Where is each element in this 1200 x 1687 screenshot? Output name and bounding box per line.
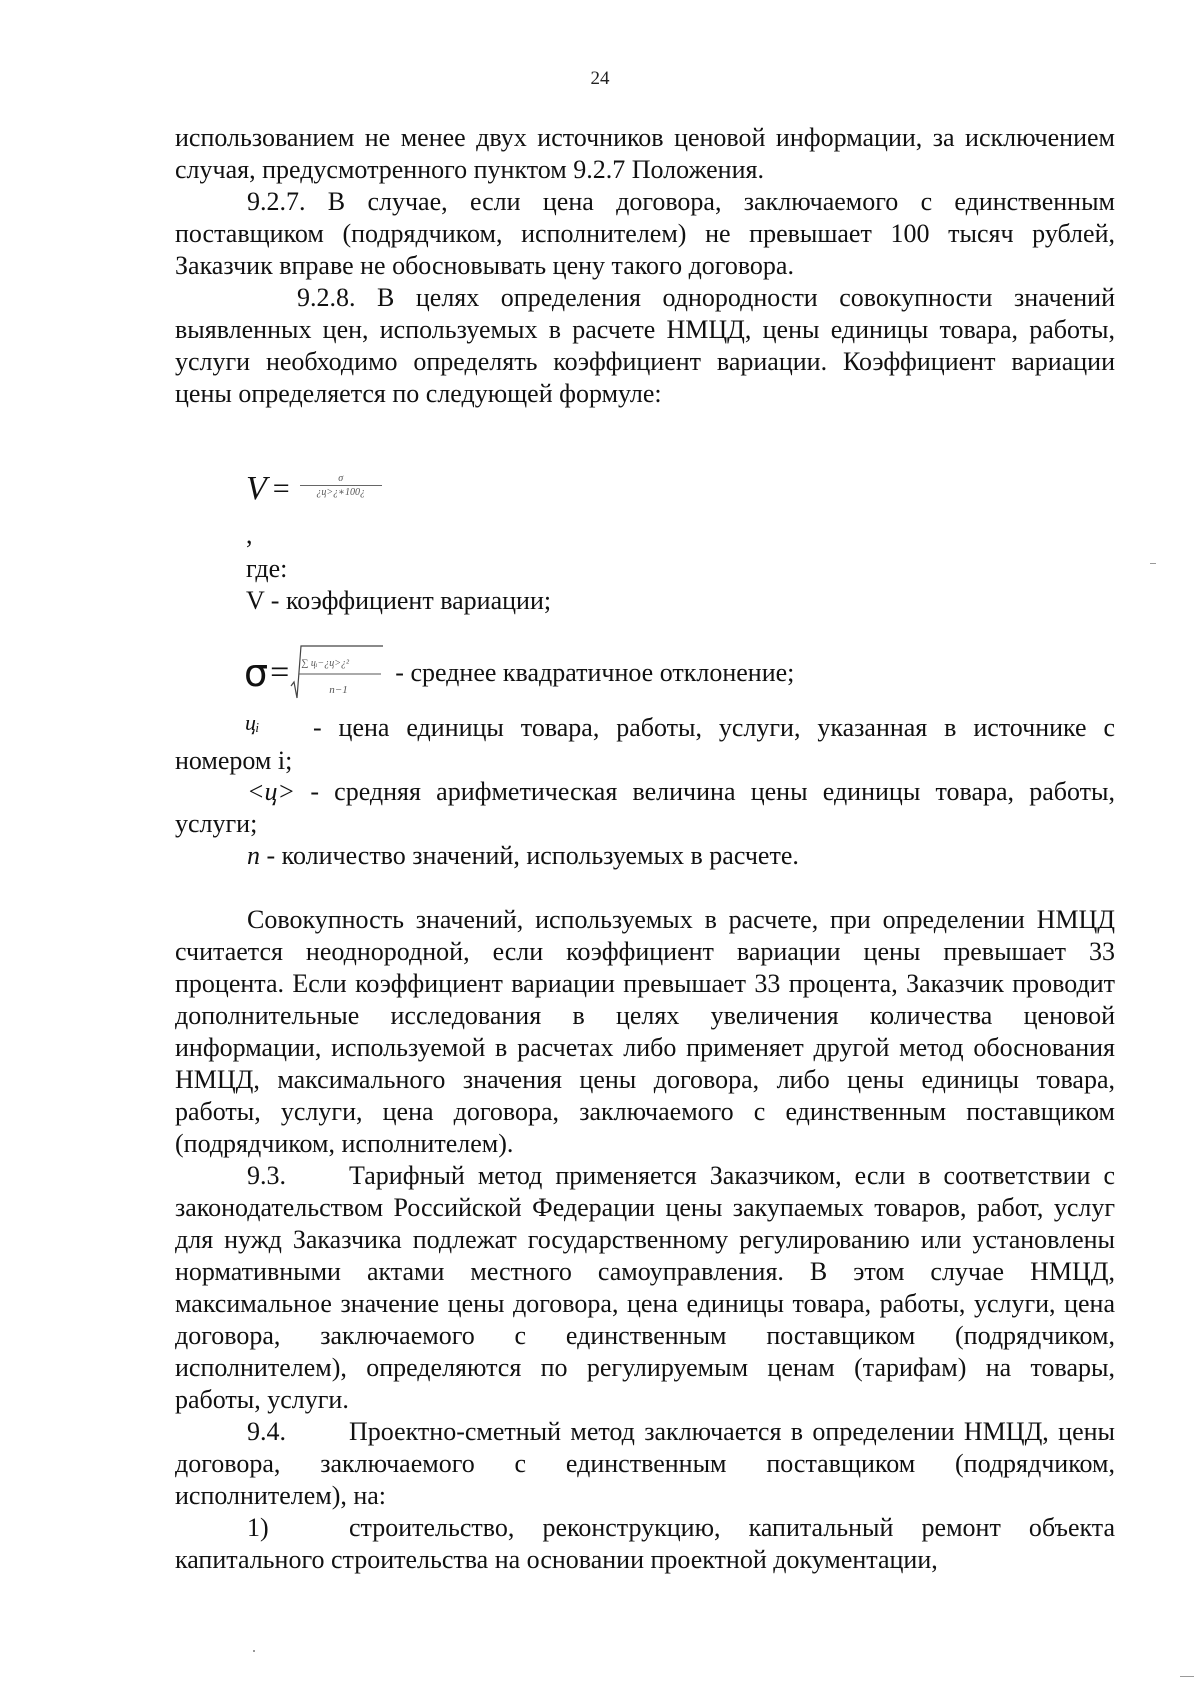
formula-comma: ,	[246, 520, 253, 549]
paragraph-9-4	[175, 1416, 1115, 1512]
paragraph-continuation: использованием не менее двух источников ценовой информации, за исключением случая, предусмотренного пунктом 9.2.7 Положения.	[175, 123, 1115, 184]
page-number: 24	[590, 68, 610, 89]
paragraph-9-4-text: Проектно-сметный метод заключается в определении НМЦД, цены договора, заключаемого с единственным поставщиком (подрядчиком, исполнителем), на:	[175, 1417, 1115, 1510]
main-body-block	[175, 904, 1115, 1576]
avg-definition: - средняя арифметическая величина цены единицы товара, работы, услуги;	[175, 777, 1116, 838]
n-definition-row	[175, 840, 1115, 872]
intro-block	[175, 122, 1115, 410]
formula-v-denominator: ¿ц>¿∗100¿	[316, 486, 365, 498]
sigma-radical	[289, 648, 381, 698]
ci-symbol: цᵢ	[245, 710, 260, 735]
paragraph-9-4-number: 9.4.	[247, 1417, 286, 1446]
sigma-equals: =	[270, 654, 290, 691]
list-item-1-text: строительство, реконструкцию, капитальный ремонт объекта капитального строительства на основании проектной документации,	[175, 1513, 1115, 1574]
sigma-numerator: ∑ цᵢ−¿ц>¿²	[301, 658, 349, 669]
sigma-definition: - среднее квадратичное отклонение;	[395, 658, 795, 687]
paragraph-9-2-8: 9.2.8. В целях определения однородности совокупности значений выявленных цен, используемых в расчете НМЦД, цены единицы товара, работы, услуги необходимо определять коэффициент вариации. Коэффициент вариации цены определяется по следующей формуле:	[175, 283, 1115, 408]
avg-definition-block	[175, 776, 1115, 872]
where-label: где:	[246, 554, 288, 583]
n-symbol: n	[247, 841, 260, 870]
scan-speck	[1180, 1676, 1194, 1677]
variation-formula	[246, 470, 382, 508]
scan-speck	[253, 1650, 255, 1652]
avg-definition-row	[175, 776, 1115, 840]
sigma-symbol: σ	[244, 651, 269, 695]
ci-definition: - цена единицы товара, работы, услуги, указанная в источнике с номером i;	[175, 713, 1115, 775]
sigma-denominator: n−1	[329, 684, 348, 696]
paragraph-heterogeneity: Совокупность значений, используемых в расчете, при определении НМЦД считается неоднородной, если коэффициент вариации цены превышает 33 процента. Если коэффициент вариации превышает 33 процента, Заказчик проводит дополнительные исследования в целях увеличения количества ценовой информации, используемой в расчетах либо применяет другой метод обоснования НМЦД, максимального значения цены договора, либо цены единицы товара, работы, услуги, цена договора, заключаемого с единственным поставщиком (подрядчиком, исполнителем).	[175, 905, 1115, 1158]
paragraph-9-3	[175, 1160, 1115, 1416]
paragraph-9-3-text: Тарифный метод применяется Заказчиком, если в соответствии с законодательством Российской Федерации цены закупаемых товаров, работ, услуг для нужд Заказчика подлежат государственному регулированию или установлены нормативными актами местного самоуправления. В этом случае НМЦД, максимальное значение цены договора, цена единицы товара, работы, услуги, цена договора, заключаемого с единственным поставщиком (подрядчиком, исполнителем), определяются по регулируемым ценам (тарифам) на товары, работы, услуги.	[175, 1161, 1115, 1414]
paragraph-9-2-7: 9.2.7. В случае, если цена договора, заключаемого с единственным поставщиком (подрядчиком, исполнителем) не превышает 100 тысяч рублей, Заказчик вправе не обосновывать цену такого договора.	[175, 187, 1115, 280]
paragraph-9-3-number: 9.3.	[247, 1161, 286, 1190]
n-definition: - количество значений, используемых в расчете.	[266, 841, 799, 870]
avg-symbol: <ц>	[247, 777, 296, 806]
fraction-bar	[300, 485, 382, 486]
sigma-formula	[244, 648, 794, 698]
v-definition: V - коэффициент вариации;	[246, 586, 552, 615]
formula-v-fraction	[300, 473, 382, 498]
ci-definition-row	[175, 712, 1115, 777]
formula-v-symbol: V	[246, 470, 267, 507]
list-item-1	[175, 1512, 1115, 1576]
list-item-1-number: 1)	[247, 1513, 269, 1542]
scan-speck	[1150, 563, 1156, 564]
formula-v-numerator: σ	[338, 472, 344, 484]
formula-equals: =	[272, 472, 290, 505]
